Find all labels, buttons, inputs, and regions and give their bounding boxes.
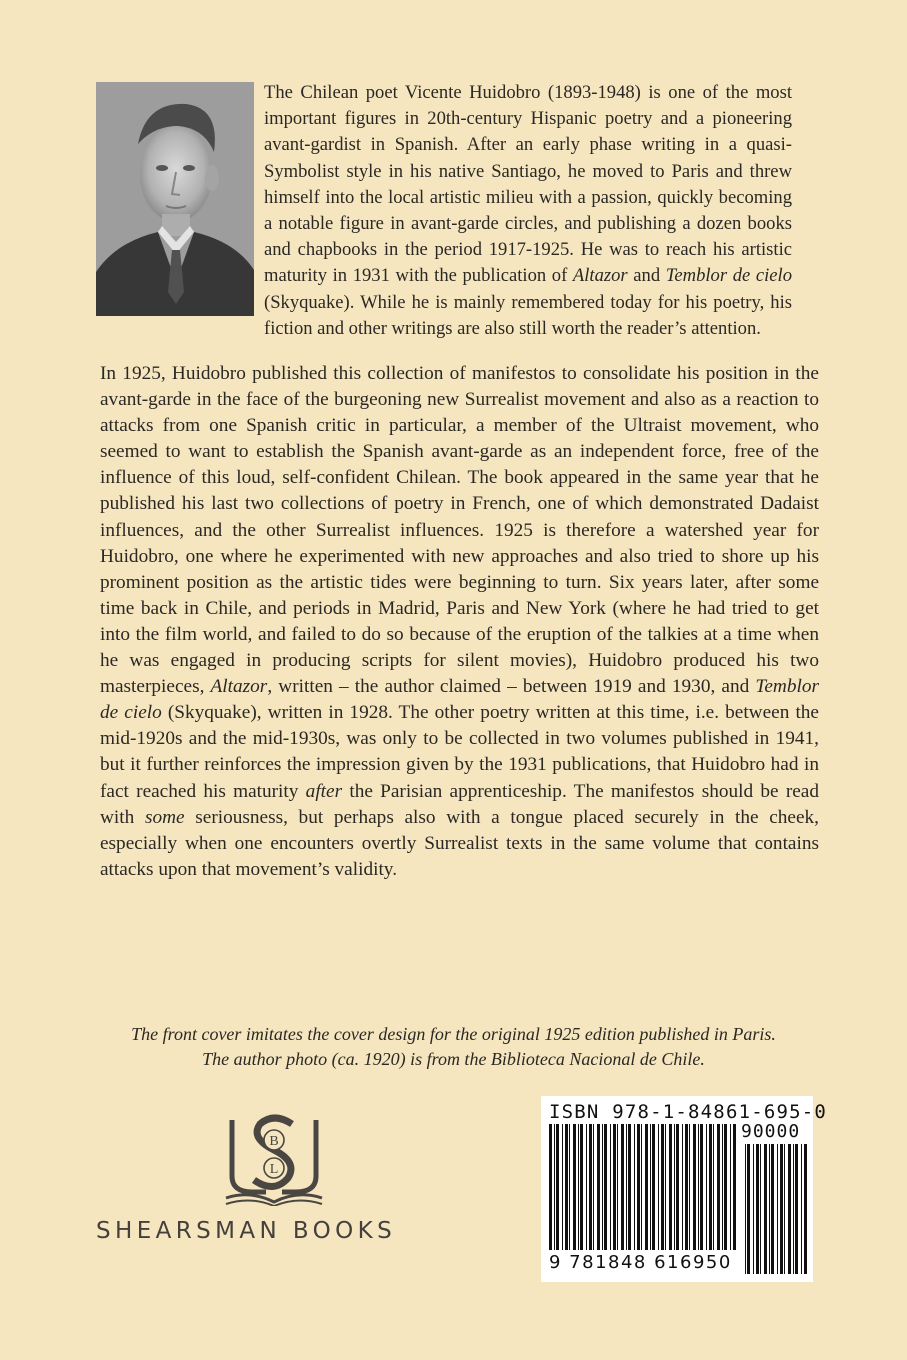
barcode-bar bbox=[769, 1144, 770, 1274]
barcode-bar bbox=[562, 1124, 563, 1250]
bio-text-1: The Chilean poet Vicente Huidobro (1893-1948) is one of the most important figures in 20th-century Hispanic poetry and a pioneering avant-gardist in Spanish. After an early phase writing in a quasi-Symbolist style in his native Santiago, he moved to Paris and threw himself into the local artistic milieu with a passion, quickly becoming a notable figure in avant-garde circles, and publishing a dozen books and chapbooks in the period 1917-1925. He was to reach his artistic maturity in 1931 with the publication of bbox=[264, 82, 792, 287]
credit-line-photo: The author photo (ca. 1920) is from the Biblioteca Nacional de Chile. bbox=[202, 1049, 705, 1069]
barcode-bar bbox=[722, 1124, 723, 1250]
barcode-bar bbox=[698, 1124, 699, 1250]
barcode-bar bbox=[756, 1144, 759, 1274]
barcode-bar bbox=[661, 1124, 664, 1250]
book-description-paragraph bbox=[100, 361, 819, 883]
bio-text-3: (Skyquake). While he is mainly remembered today for his poetry, his fiction and other writings are also still worth the reader’s attention. bbox=[264, 291, 792, 339]
logo-letter-b: B bbox=[269, 1134, 279, 1149]
barcode-bar bbox=[682, 1124, 683, 1250]
bio-title-temblor: Temblor de cielo bbox=[665, 265, 792, 287]
barcode-bar bbox=[658, 1124, 659, 1250]
barcode-bar bbox=[733, 1124, 736, 1250]
barcode-bar bbox=[771, 1144, 774, 1274]
desc-title-temblor: Temblor de cielo bbox=[100, 676, 819, 724]
barcode-bar bbox=[565, 1124, 568, 1250]
author-bio-paragraph bbox=[264, 80, 792, 342]
publisher-name: SHEARSMAN BOOKS bbox=[96, 1218, 397, 1244]
barcode-bar bbox=[693, 1124, 696, 1250]
desc-text-4: the Parisian apprenticeship. The manifestos should be read with bbox=[100, 780, 819, 828]
isbn-barcode bbox=[541, 1096, 828, 1282]
bio-text-2: and bbox=[627, 265, 666, 287]
barcode-addon: 90000 bbox=[741, 1121, 801, 1142]
author-photo bbox=[96, 82, 254, 316]
barcode-bar bbox=[610, 1124, 611, 1250]
barcode-bar bbox=[556, 1124, 559, 1250]
barcode-bar bbox=[652, 1124, 655, 1250]
barcode-bar bbox=[784, 1144, 785, 1274]
desc-text-2: , written – the author claimed – between 1919 and 1930, and bbox=[267, 676, 756, 698]
barcode-bar bbox=[760, 1144, 761, 1274]
barcode-bar bbox=[700, 1124, 703, 1250]
barcode-bar bbox=[589, 1124, 592, 1250]
barcode-bar bbox=[764, 1144, 767, 1274]
desc-emphasis-some: some bbox=[144, 806, 185, 828]
barcode-bar bbox=[788, 1144, 791, 1274]
shearsman-logo-icon bbox=[222, 1114, 326, 1206]
barcode-bar bbox=[730, 1124, 731, 1250]
barcode-bar bbox=[586, 1124, 587, 1250]
ean-number: 9 781848 616950 bbox=[549, 1252, 732, 1273]
barcode-bar bbox=[706, 1124, 707, 1250]
barcode-bar bbox=[580, 1124, 583, 1250]
barcode-bar bbox=[597, 1124, 600, 1250]
barcode-bar bbox=[709, 1124, 712, 1250]
barcode-bar bbox=[569, 1124, 570, 1250]
barcode-bar bbox=[604, 1124, 607, 1250]
desc-text-1: In 1925, Huidobro published this collection of manifestos to consolidate his position in the avant-garde in the face of the burgeoning new Surrealist movement and also as a reaction to attacks from one Spanish critic in particular, a member of the Ultraist movement, who seemed to want to establish the Spanish avant-garde as an independent force, free of the influence of this loud, self-confident Chilean. The book appeared in the same year that he published his last two collections of poetry in French, one of which demonstrated Dadaist influences, and the other Surrealist influences. 1925 is therefore a watershed year for Huidobro, one where he experimented with new approaches and also tried to shore up his prominent position as the artistic tides were beginning to turn. Six years later, after some time back in Chile, and periods in Madrid, Paris and New York (where he had tried to get into the film world, and failed to do so because of the eruption of the talkies at a time when he was engaged in producing scripts for silent movies), Huidobro produced his two masterpieces, bbox=[100, 363, 819, 698]
barcode-bar bbox=[578, 1124, 579, 1250]
barcode-bar bbox=[637, 1124, 640, 1250]
barcode-bar bbox=[665, 1124, 666, 1250]
logo-letter-l: L bbox=[269, 1162, 279, 1177]
isbn-label: ISBN 978-1-84861-695-0 bbox=[549, 1101, 828, 1123]
barcode-bar bbox=[724, 1124, 727, 1250]
barcode-bar bbox=[617, 1124, 618, 1250]
barcode-bar bbox=[645, 1124, 648, 1250]
desc-emphasis-after: after bbox=[305, 780, 343, 802]
barcode-bar bbox=[713, 1124, 714, 1250]
barcode-bar bbox=[573, 1124, 576, 1250]
barcode-bar bbox=[628, 1124, 631, 1250]
cover-credits bbox=[80, 1022, 827, 1072]
barcode-bar bbox=[602, 1124, 603, 1250]
barcode-bar bbox=[634, 1124, 635, 1250]
barcode-bar bbox=[554, 1124, 555, 1250]
barcode-bar bbox=[613, 1124, 616, 1250]
barcode-bar bbox=[777, 1144, 778, 1274]
barcode-bar bbox=[685, 1124, 688, 1250]
barcode-bar bbox=[674, 1124, 675, 1250]
desc-text-3: (Skyquake), written in 1928. The other poetry written at this time, i.e. between the mid-1920s and the mid-1930s, was only to be collected in two volumes published in 1941, but it further reinforces the impression given by the 1931 publications, that Huidobro had in fact reached his maturity bbox=[100, 702, 819, 802]
barcode-bar bbox=[626, 1124, 627, 1250]
barcode-bar bbox=[621, 1124, 624, 1250]
barcode-bar bbox=[780, 1144, 783, 1274]
barcode-bar bbox=[641, 1124, 642, 1250]
barcode-bar bbox=[753, 1144, 754, 1274]
barcode-bar bbox=[676, 1124, 679, 1250]
author-portrait-drawing bbox=[96, 82, 254, 316]
barcode-bar bbox=[793, 1144, 794, 1274]
barcode-bar bbox=[669, 1124, 672, 1250]
barcode-bar bbox=[804, 1144, 807, 1274]
credit-line-cover: The front cover imitates the cover design for the original 1925 edition published in Paris. bbox=[131, 1024, 776, 1044]
barcode-bar bbox=[689, 1124, 690, 1250]
barcode-bar bbox=[801, 1144, 802, 1274]
desc-text-5: seriousness, but perhaps also with a tongue placed securely in the cheek, especially when one encounters overtly Surrealist texts in the same volume that contains attacks upon that movement’s validity. bbox=[100, 806, 820, 880]
barcode-bar bbox=[593, 1124, 594, 1250]
barcode-bar bbox=[549, 1124, 552, 1250]
barcode-bar bbox=[717, 1124, 720, 1250]
bio-title-altazor: Altazor bbox=[572, 265, 628, 287]
barcode-bar bbox=[795, 1144, 798, 1274]
desc-title-altazor: Altazor bbox=[210, 676, 268, 698]
barcode-bar bbox=[650, 1124, 651, 1250]
